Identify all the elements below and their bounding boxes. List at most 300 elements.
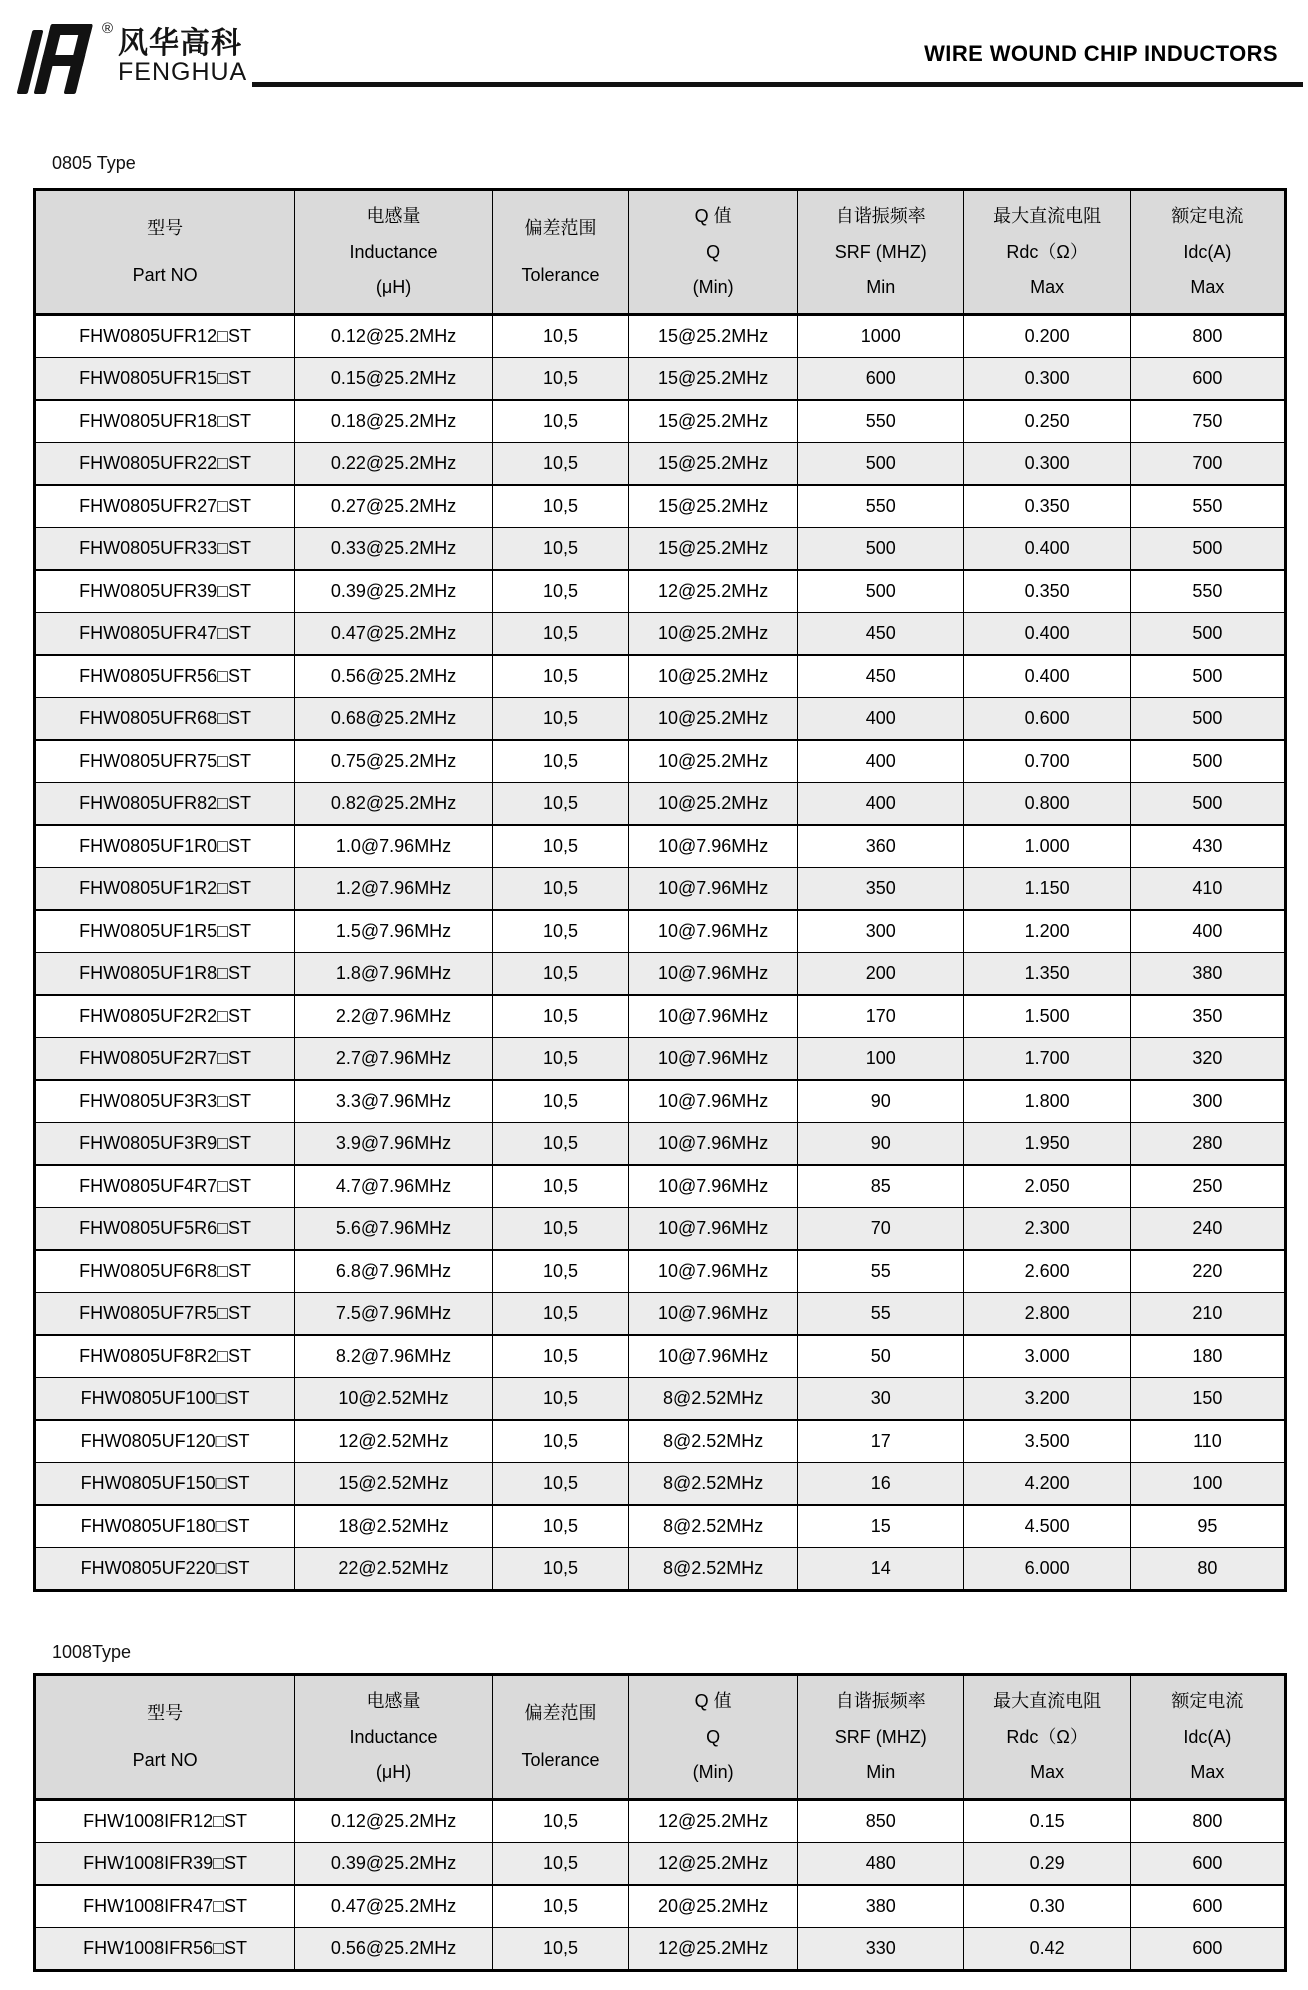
inductance-cell: 5.6@7.96MHz [295, 1208, 493, 1251]
part-no-cell: FHW0805UF100□ST [35, 1378, 295, 1421]
part-no-cell: FHW1008IFR39□ST [35, 1843, 295, 1886]
idc-max-cell: 500 [1130, 613, 1285, 656]
idc-max-cell: 240 [1130, 1208, 1285, 1251]
inductance-cell: 8.2@7.96MHz [295, 1335, 493, 1378]
inductance-cell: 7.5@7.96MHz [295, 1293, 493, 1336]
part-no-cell: FHW1008IFR12□ST [35, 1800, 295, 1843]
inductor-table-1008 [33, 1673, 1287, 1972]
idc-max-cell: 750 [1130, 400, 1285, 443]
column-header-rdc-max [964, 1675, 1130, 1800]
part-no-cell: FHW0805UFR56□ST [35, 655, 295, 698]
column-header-inductance [295, 1675, 493, 1800]
rdc-max-cell: 0.15 [964, 1800, 1130, 1843]
inductance-cell: 0.33@25.2MHz [295, 528, 493, 571]
column-header-line: 电感量 [366, 205, 421, 226]
table-row [35, 698, 1286, 741]
column-header-line: Tolerance [521, 265, 600, 286]
srf-min-cell: 55 [798, 1293, 964, 1336]
srf-min-cell: 50 [798, 1335, 964, 1378]
part-no-cell: FHW0805UF1R8□ST [35, 953, 295, 996]
part-no-cell: FHW0805UF4R7□ST [35, 1165, 295, 1208]
inductance-cell: 2.2@7.96MHz [295, 995, 493, 1038]
table-header-row [35, 190, 1286, 315]
tolerance-cell: 10,5 [492, 613, 628, 656]
registered-trademark-symbol: ® [102, 20, 114, 37]
q-min-cell: 10@25.2MHz [629, 613, 798, 656]
column-header-line: SRF (MHZ) [834, 241, 927, 262]
inductance-cell: 4.7@7.96MHz [295, 1165, 493, 1208]
rdc-max-cell: 0.300 [964, 358, 1130, 401]
column-header-line: Min [866, 277, 896, 298]
rdc-max-cell: 0.700 [964, 740, 1130, 783]
srf-min-cell: 200 [798, 953, 964, 996]
inductance-cell: 0.75@25.2MHz [295, 740, 493, 783]
rdc-max-cell: 0.42 [964, 1928, 1130, 1971]
table-row [35, 910, 1286, 953]
tolerance-cell: 10,5 [492, 1250, 628, 1293]
rdc-max-cell: 1.700 [964, 1038, 1130, 1081]
column-header-line: (Min) [692, 277, 734, 298]
part-no-cell: FHW0805UFR82□ST [35, 783, 295, 826]
part-no-cell: FHW0805UF8R2□ST [35, 1335, 295, 1378]
rdc-max-cell: 0.600 [964, 698, 1130, 741]
tolerance-cell: 10,5 [492, 1293, 628, 1336]
q-min-cell: 10@7.96MHz [629, 953, 798, 996]
q-min-cell: 10@7.96MHz [629, 1335, 798, 1378]
idc-max-cell: 700 [1130, 443, 1285, 486]
inductance-cell: 0.68@25.2MHz [295, 698, 493, 741]
brand-text [118, 28, 247, 84]
table-row [35, 1123, 1286, 1166]
part-no-cell: FHW0805UF2R7□ST [35, 1038, 295, 1081]
tolerance-cell: 10,5 [492, 740, 628, 783]
part-no-cell: FHW0805UFR22□ST [35, 443, 295, 486]
srf-min-cell: 300 [798, 910, 964, 953]
rdc-max-cell: 1.500 [964, 995, 1130, 1038]
part-no-cell: FHW0805UF120□ST [35, 1420, 295, 1463]
tolerance-cell: 10,5 [492, 1080, 628, 1123]
column-header-part-no [35, 190, 295, 315]
rdc-max-cell: 2.800 [964, 1293, 1130, 1336]
tolerance-cell: 10,5 [492, 1165, 628, 1208]
srf-min-cell: 480 [798, 1843, 964, 1886]
q-min-cell: 10@7.96MHz [629, 1080, 798, 1123]
inductance-cell: 0.12@25.2MHz [295, 315, 493, 358]
brand-name-english: FENGHUA [118, 58, 248, 86]
inductance-cell: 1.5@7.96MHz [295, 910, 493, 953]
idc-max-cell: 250 [1130, 1165, 1285, 1208]
inductance-cell: 0.12@25.2MHz [295, 1800, 493, 1843]
tolerance-cell: 10,5 [492, 655, 628, 698]
table-row [35, 740, 1286, 783]
table-row [35, 1378, 1286, 1421]
srf-min-cell: 400 [798, 783, 964, 826]
part-no-cell: FHW1008IFR56□ST [35, 1928, 295, 1971]
column-header-line: 额定电流 [1171, 205, 1244, 226]
column-header-line: Part NO [132, 1750, 198, 1771]
q-min-cell: 10@25.2MHz [629, 655, 798, 698]
table-row [35, 1885, 1286, 1928]
section-label-1008: 1008Type [52, 1642, 132, 1662]
column-header-line: 型号 [147, 217, 184, 238]
idc-max-cell: 500 [1130, 698, 1285, 741]
tolerance-cell: 10,5 [492, 953, 628, 996]
inductance-cell: 0.39@25.2MHz [295, 570, 493, 613]
inductance-cell: 2.7@7.96MHz [295, 1038, 493, 1081]
srf-min-cell: 330 [798, 1928, 964, 1971]
inductance-cell: 6.8@7.96MHz [295, 1250, 493, 1293]
tolerance-cell: 10,5 [492, 1420, 628, 1463]
column-header-line: 电感量 [366, 1690, 421, 1711]
part-no-cell: FHW0805UF3R3□ST [35, 1080, 295, 1123]
column-header-q-min [629, 190, 798, 315]
inductance-cell: 0.82@25.2MHz [295, 783, 493, 826]
srf-min-cell: 90 [798, 1123, 964, 1166]
tolerance-cell: 10,5 [492, 485, 628, 528]
idc-max-cell: 100 [1130, 1463, 1285, 1506]
column-header-srf-min [798, 190, 964, 315]
inductance-cell: 0.47@25.2MHz [295, 1885, 493, 1928]
tolerance-cell: 10,5 [492, 400, 628, 443]
q-min-cell: 10@7.96MHz [629, 1208, 798, 1251]
part-no-cell: FHW0805UFR33□ST [35, 528, 295, 571]
q-min-cell: 10@7.96MHz [629, 868, 798, 911]
table-row [35, 570, 1286, 613]
column-header-part-no [35, 1675, 295, 1800]
table-row [35, 315, 1286, 358]
inductance-cell: 0.56@25.2MHz [295, 655, 493, 698]
part-no-cell: FHW0805UF3R9□ST [35, 1123, 295, 1166]
column-header-line: Inductance [349, 1726, 438, 1747]
tolerance-cell: 10,5 [492, 1548, 628, 1591]
part-no-cell: FHW0805UF5R6□ST [35, 1208, 295, 1251]
idc-max-cell: 550 [1130, 570, 1285, 613]
srf-min-cell: 14 [798, 1548, 964, 1591]
column-header-idc-max [1130, 1675, 1285, 1800]
srf-min-cell: 70 [798, 1208, 964, 1251]
q-min-cell: 8@2.52MHz [629, 1505, 798, 1548]
column-header-line: Tolerance [521, 1750, 600, 1771]
column-header-tolerance [492, 190, 628, 315]
idc-max-cell: 95 [1130, 1505, 1285, 1548]
srf-min-cell: 55 [798, 1250, 964, 1293]
table-row [35, 868, 1286, 911]
table-row [35, 1800, 1286, 1843]
tolerance-cell: 10,5 [492, 1885, 628, 1928]
rdc-max-cell: 1.350 [964, 953, 1130, 996]
part-no-cell: FHW0805UF220□ST [35, 1548, 295, 1591]
srf-min-cell: 16 [798, 1463, 964, 1506]
rdc-max-cell: 0.29 [964, 1843, 1130, 1886]
q-min-cell: 8@2.52MHz [629, 1420, 798, 1463]
inductance-cell: 0.22@25.2MHz [295, 443, 493, 486]
column-header-line: Idc(A) [1183, 1726, 1232, 1747]
inductance-cell: 3.9@7.96MHz [295, 1123, 493, 1166]
srf-min-cell: 850 [798, 1800, 964, 1843]
column-header-line: Max [1030, 277, 1065, 298]
q-min-cell: 12@25.2MHz [629, 570, 798, 613]
idc-max-cell: 150 [1130, 1378, 1285, 1421]
inductance-cell: 0.56@25.2MHz [295, 1928, 493, 1971]
inductance-cell: 0.39@25.2MHz [295, 1843, 493, 1886]
inductance-cell: 18@2.52MHz [295, 1505, 493, 1548]
table-row [35, 825, 1286, 868]
table-row [35, 1463, 1286, 1506]
q-min-cell: 15@25.2MHz [629, 400, 798, 443]
column-header-line: Q [706, 241, 721, 262]
tolerance-cell: 10,5 [492, 1463, 628, 1506]
srf-min-cell: 500 [798, 528, 964, 571]
rdc-max-cell: 0.200 [964, 315, 1130, 358]
column-header-line: Part NO [132, 265, 198, 286]
q-min-cell: 10@25.2MHz [629, 740, 798, 783]
q-min-cell: 15@25.2MHz [629, 485, 798, 528]
table-row [35, 1335, 1286, 1378]
inductance-cell: 22@2.52MHz [295, 1548, 493, 1591]
tolerance-cell: 10,5 [492, 1123, 628, 1166]
part-no-cell: FHW0805UFR68□ST [35, 698, 295, 741]
tolerance-cell: 10,5 [492, 528, 628, 571]
tolerance-cell: 10,5 [492, 1843, 628, 1886]
rdc-max-cell: 0.250 [964, 400, 1130, 443]
part-no-cell: FHW0805UF1R5□ST [35, 910, 295, 953]
table-row [35, 953, 1286, 996]
column-header-q-min [629, 1675, 798, 1800]
table-row [35, 1420, 1286, 1463]
rdc-max-cell: 4.200 [964, 1463, 1130, 1506]
column-header-line: 型号 [147, 1702, 184, 1723]
q-min-cell: 20@25.2MHz [629, 1885, 798, 1928]
rdc-max-cell: 0.300 [964, 443, 1130, 486]
idc-max-cell: 220 [1130, 1250, 1285, 1293]
table-row [35, 783, 1286, 826]
part-no-cell: FHW0805UFR27□ST [35, 485, 295, 528]
q-min-cell: 10@7.96MHz [629, 1123, 798, 1166]
q-min-cell: 15@25.2MHz [629, 358, 798, 401]
rdc-max-cell: 0.400 [964, 613, 1130, 656]
srf-min-cell: 170 [798, 995, 964, 1038]
idc-max-cell: 600 [1130, 1843, 1285, 1886]
srf-min-cell: 450 [798, 613, 964, 656]
idc-max-cell: 500 [1130, 783, 1285, 826]
inductance-cell: 0.27@25.2MHz [295, 485, 493, 528]
srf-min-cell: 30 [798, 1378, 964, 1421]
tolerance-cell: 10,5 [492, 1505, 628, 1548]
column-header-line: Min [866, 1762, 896, 1783]
column-header-line: Max [1190, 277, 1225, 298]
q-min-cell: 8@2.52MHz [629, 1378, 798, 1421]
srf-min-cell: 500 [798, 443, 964, 486]
q-min-cell: 10@25.2MHz [629, 783, 798, 826]
idc-max-cell: 380 [1130, 953, 1285, 996]
q-min-cell: 15@25.2MHz [629, 443, 798, 486]
rdc-max-cell: 0.30 [964, 1885, 1130, 1928]
part-no-cell: FHW0805UFR39□ST [35, 570, 295, 613]
rdc-max-cell: 2.050 [964, 1165, 1130, 1208]
part-no-cell: FHW0805UF150□ST [35, 1463, 295, 1506]
srf-min-cell: 350 [798, 868, 964, 911]
column-header-line: (μH) [375, 1762, 412, 1783]
table-row [35, 1505, 1286, 1548]
srf-min-cell: 85 [798, 1165, 964, 1208]
table-row [35, 1165, 1286, 1208]
rdc-max-cell: 1.200 [964, 910, 1130, 953]
rdc-max-cell: 1.950 [964, 1123, 1130, 1166]
rdc-max-cell: 3.000 [964, 1335, 1130, 1378]
table-row [35, 1038, 1286, 1081]
inductance-cell: 10@2.52MHz [295, 1378, 493, 1421]
inductance-cell: 0.15@25.2MHz [295, 358, 493, 401]
part-no-cell: FHW0805UF7R5□ST [35, 1293, 295, 1336]
tolerance-cell: 10,5 [492, 995, 628, 1038]
brand-name-chinese: 风华高科 [118, 27, 242, 60]
srf-min-cell: 360 [798, 825, 964, 868]
srf-min-cell: 1000 [798, 315, 964, 358]
part-no-cell: FHW0805UFR18□ST [35, 400, 295, 443]
column-header-line: 最大直流电阻 [993, 205, 1102, 226]
table-row [35, 613, 1286, 656]
tolerance-cell: 10,5 [492, 315, 628, 358]
column-header-line: Q [706, 1726, 721, 1747]
srf-min-cell: 400 [798, 698, 964, 741]
section-label-0805: 0805 Type [52, 153, 136, 173]
rdc-max-cell: 1.150 [964, 868, 1130, 911]
brand-logo [16, 20, 276, 92]
rdc-max-cell: 1.800 [964, 1080, 1130, 1123]
column-header-line: (μH) [375, 277, 412, 298]
idc-max-cell: 300 [1130, 1080, 1285, 1123]
column-header-line: 自谐振频率 [835, 205, 926, 226]
tolerance-cell: 10,5 [492, 910, 628, 953]
column-header-line: Inductance [349, 241, 438, 262]
srf-min-cell: 550 [798, 400, 964, 443]
rdc-max-cell: 0.350 [964, 570, 1130, 613]
srf-min-cell: 500 [798, 570, 964, 613]
tolerance-cell: 10,5 [492, 1208, 628, 1251]
inductance-cell: 1.0@7.96MHz [295, 825, 493, 868]
inductor-table-0805 [33, 188, 1287, 1592]
inductance-cell: 0.18@25.2MHz [295, 400, 493, 443]
rdc-max-cell: 2.300 [964, 1208, 1130, 1251]
idc-max-cell: 800 [1130, 315, 1285, 358]
idc-max-cell: 600 [1130, 1885, 1285, 1928]
tolerance-cell: 10,5 [492, 443, 628, 486]
column-header-line: 额定电流 [1171, 1690, 1244, 1711]
idc-max-cell: 500 [1130, 655, 1285, 698]
column-header-line: Q 值 [694, 205, 732, 226]
tolerance-cell: 10,5 [492, 1928, 628, 1971]
idc-max-cell: 350 [1130, 995, 1285, 1038]
table-row [35, 1250, 1286, 1293]
q-min-cell: 10@25.2MHz [629, 698, 798, 741]
inductance-cell: 0.47@25.2MHz [295, 613, 493, 656]
q-min-cell: 10@7.96MHz [629, 825, 798, 868]
q-min-cell: 8@2.52MHz [629, 1463, 798, 1506]
column-header-idc-max [1130, 190, 1285, 315]
idc-max-cell: 210 [1130, 1293, 1285, 1336]
header-rule [252, 82, 1303, 87]
rdc-max-cell: 0.800 [964, 783, 1130, 826]
q-min-cell: 10@7.96MHz [629, 1250, 798, 1293]
table-row [35, 995, 1286, 1038]
q-min-cell: 15@25.2MHz [629, 528, 798, 571]
table-row [35, 1293, 1286, 1336]
part-no-cell: FHW0805UFR12□ST [35, 315, 295, 358]
table-row [35, 358, 1286, 401]
srf-min-cell: 400 [798, 740, 964, 783]
table-row [35, 400, 1286, 443]
inductance-cell: 12@2.52MHz [295, 1420, 493, 1463]
column-header-rdc-max [964, 190, 1130, 315]
column-header-line: Idc(A) [1183, 241, 1232, 262]
part-no-cell: FHW0805UFR15□ST [35, 358, 295, 401]
part-no-cell: FHW0805UF6R8□ST [35, 1250, 295, 1293]
table-row [35, 1548, 1286, 1591]
tolerance-cell: 10,5 [492, 868, 628, 911]
page-title: WIRE WOUND CHIP INDUCTORS [924, 41, 1278, 66]
part-no-cell: FHW0805UF2R2□ST [35, 995, 295, 1038]
table-row [35, 443, 1286, 486]
column-header-line: Q 值 [694, 1690, 732, 1711]
srf-min-cell: 100 [798, 1038, 964, 1081]
idc-max-cell: 280 [1130, 1123, 1285, 1166]
idc-max-cell: 400 [1130, 910, 1285, 953]
inductance-cell: 15@2.52MHz [295, 1463, 493, 1506]
column-header-line: Rdc（Ω） [1006, 1726, 1088, 1747]
rdc-max-cell: 6.000 [964, 1548, 1130, 1591]
tolerance-cell: 10,5 [492, 783, 628, 826]
table-row [35, 1080, 1286, 1123]
column-header-line: 最大直流电阻 [993, 1690, 1102, 1711]
idc-max-cell: 180 [1130, 1335, 1285, 1378]
table-row [35, 1928, 1286, 1971]
part-no-cell: FHW0805UF1R0□ST [35, 825, 295, 868]
srf-min-cell: 600 [798, 358, 964, 401]
rdc-max-cell: 2.600 [964, 1250, 1130, 1293]
rdc-max-cell: 0.400 [964, 655, 1130, 698]
q-min-cell: 10@7.96MHz [629, 995, 798, 1038]
srf-min-cell: 550 [798, 485, 964, 528]
srf-min-cell: 450 [798, 655, 964, 698]
tolerance-cell: 10,5 [492, 1038, 628, 1081]
column-header-line: SRF (MHZ) [834, 1726, 927, 1747]
rdc-max-cell: 1.000 [964, 825, 1130, 868]
tolerance-cell: 10,5 [492, 825, 628, 868]
srf-min-cell: 17 [798, 1420, 964, 1463]
idc-max-cell: 80 [1130, 1548, 1285, 1591]
column-header-line: (Min) [692, 1762, 734, 1783]
tolerance-cell: 10,5 [492, 1378, 628, 1421]
column-header-line: 自谐振频率 [835, 1690, 926, 1711]
column-header-line: 偏差范围 [524, 217, 597, 238]
q-min-cell: 12@25.2MHz [629, 1800, 798, 1843]
column-header-srf-min [798, 1675, 964, 1800]
rdc-max-cell: 4.500 [964, 1505, 1130, 1548]
tolerance-cell: 10,5 [492, 1335, 628, 1378]
tolerance-cell: 10,5 [492, 698, 628, 741]
inductance-cell: 1.2@7.96MHz [295, 868, 493, 911]
idc-max-cell: 110 [1130, 1420, 1285, 1463]
column-header-line: Rdc（Ω） [1006, 241, 1088, 262]
q-min-cell: 8@2.52MHz [629, 1548, 798, 1591]
q-min-cell: 12@25.2MHz [629, 1843, 798, 1886]
srf-min-cell: 15 [798, 1505, 964, 1548]
rdc-max-cell: 0.350 [964, 485, 1130, 528]
column-header-line: 偏差范围 [524, 1702, 597, 1723]
part-no-cell: FHW0805UFR75□ST [35, 740, 295, 783]
idc-max-cell: 800 [1130, 1800, 1285, 1843]
table-header-row [35, 1675, 1286, 1800]
